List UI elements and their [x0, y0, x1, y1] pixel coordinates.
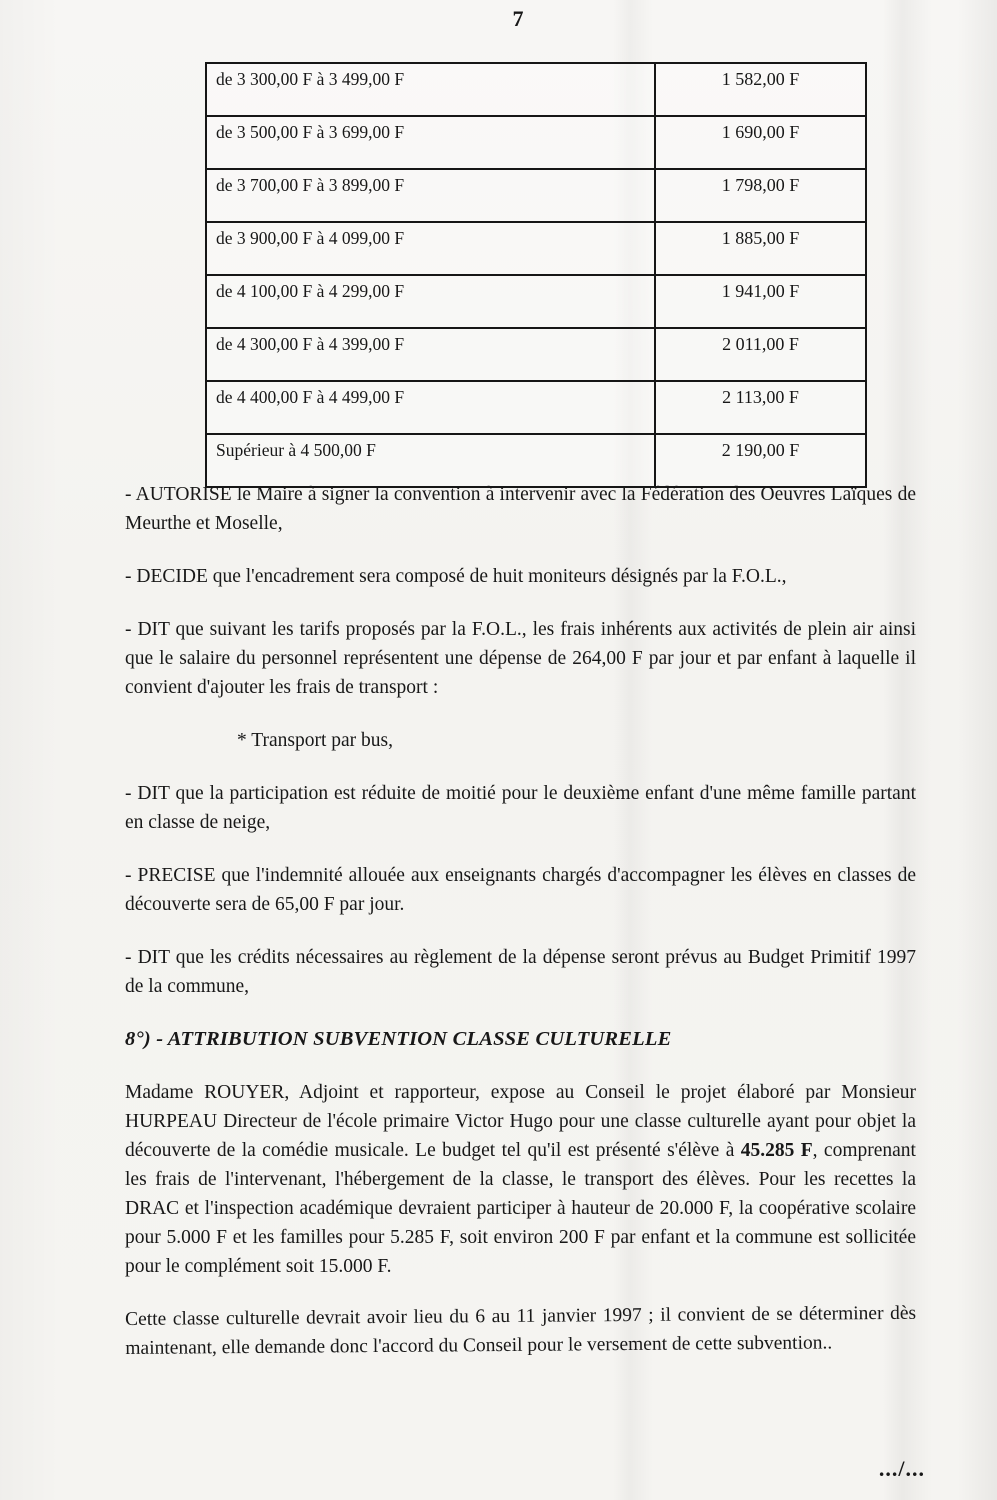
paragraph-precise: - PRECISE que l'indemnité allouée aux enseignants chargés d'accompagner les élèves en classes de découverte sera de 65,00 F par jour.: [125, 865, 916, 915]
section-heading: 8°) - ATTRIBUTION SUBVENTION CLASSE CULTURELLE: [125, 1028, 672, 1050]
tariff-range-cell: de 4 400,00 F à 4 499,00 F: [206, 381, 655, 434]
page-number: 7: [512, 6, 525, 31]
tariff-range-cell: de 3 900,00 F à 4 099,00 F: [206, 222, 655, 275]
tariff-table-body: [206, 63, 866, 487]
paragraph-decide: - DECIDE que l'encadrement sera composé de huit moniteurs désignés par la F.O.L.,: [125, 566, 787, 587]
tariff-amount-cell: 1 885,00 F: [655, 222, 866, 275]
table-row: [206, 275, 866, 328]
paragraph-dit-tarifs: - DIT que suivant les tarifs proposés par la F.O.L., les frais inhérents aux activités de plein air ainsi que le salaire du personnel représentent une dépense de 264,00 F par jour et par enfant à laquelle il convient d'ajouter les frais de transport :: [125, 619, 916, 698]
budget-amount-bold: 45.285 F: [740, 1140, 813, 1161]
document-body: [125, 480, 916, 1397]
tariff-amount-cell: 1 798,00 F: [655, 169, 866, 222]
table-row: [206, 381, 866, 434]
tariff-range-cell: de 4 100,00 F à 4 299,00 F: [206, 275, 655, 328]
tariff-range-cell: Supérieur à 4 500,00 F: [206, 434, 655, 487]
bullet-transport: * Transport par bus,: [237, 730, 394, 751]
tariff-range-cell: de 4 300,00 F à 4 399,00 F: [206, 328, 655, 381]
tariff-amount-cell: 2 011,00 F: [655, 328, 866, 381]
tariff-range-cell: de 3 700,00 F à 3 899,00 F: [206, 169, 655, 222]
tariff-amount-cell: 2 113,00 F: [655, 381, 866, 434]
tariff-range-cell: de 3 500,00 F à 3 699,00 F: [206, 116, 655, 169]
tariff-amount-cell: 1 582,00 F: [655, 63, 866, 116]
table-row: [206, 328, 866, 381]
tariff-range-cell: de 3 300,00 F à 3 499,00 F: [206, 63, 655, 116]
paragraph-autorise: - AUTORISE le Maire à signer la convention à intervenir avec la Fédération des Oeuvres Laïques de Meurthe et Moselle,: [125, 484, 916, 534]
tariff-amount-cell: 2 190,00 F: [655, 434, 866, 487]
table-row: [206, 63, 866, 116]
paragraph-dit-participation: - DIT que la participation est réduite de moitié pour le deuxième enfant d'une même famille partant en classe de neige,: [125, 783, 916, 833]
continuation-mark: .../...: [878, 1456, 925, 1481]
tariff-amount-cell: 1 690,00 F: [655, 116, 866, 169]
table-row: [206, 116, 866, 169]
tariff-table: [205, 62, 867, 488]
tariff-amount-cell: 1 941,00 F: [655, 275, 866, 328]
paragraph-classe-culturelle: Cette classe culturelle devrait avoir lieu du 6 au 11 janvier 1997 ; il convient de se déterminer dès maintenant, elle demande donc l'accord du Conseil pour le versement de cette subvention..: [125, 1302, 917, 1359]
paragraph-rouyer-text-2: , comprenant les frais de l'intervenant, l'hébergement de la classe, le transport des élèves. Pour les recettes la DRAC et l'inspection académique devraient participer à hauteur de 20.000 F, la coopérative scolaire pour 5.000 F et les familles pour 5.285 F, soit environ 200 F par enfant et la commune est sollicitée pour le complément soit 15.000 F.: [125, 1140, 916, 1277]
table-row: [206, 169, 866, 222]
paragraph-rouyer-text: Madame ROUYER, Adjoint et rapporteur, expose au Conseil le projet élaboré par Monsieur HURPEAU Directeur de l'école primaire Victor Hugo pour une classe culturelle ayant pour objet la découverte de la comédie musicale. Le budget tel qu'il est présenté s'élève à: [125, 1082, 916, 1161]
table-row: [206, 222, 866, 275]
paragraph-rouyer: [125, 1078, 916, 1281]
paragraph-dit-credits: - DIT que les crédits nécessaires au règlement de la dépense seront prévus au Budget Primitif 1997 de la commune,: [125, 947, 916, 997]
